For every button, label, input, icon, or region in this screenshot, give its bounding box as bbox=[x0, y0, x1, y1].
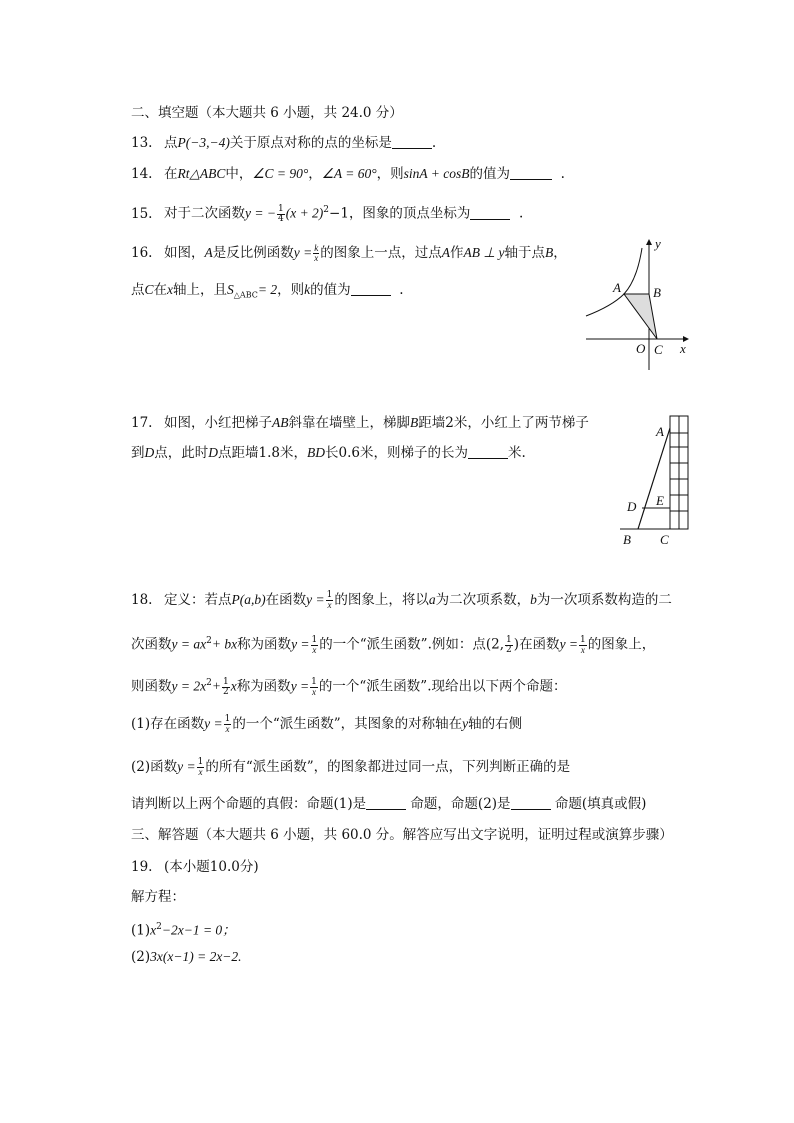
q16-ab: AB ⊥ y bbox=[463, 245, 505, 260]
q17-l1c: 距墙2米，小红上了两节梯子 bbox=[418, 415, 589, 431]
q16-s: S bbox=[227, 282, 234, 297]
q18-p: P(a,b) bbox=[231, 592, 266, 607]
q18-l3g: + bbox=[211, 678, 221, 694]
q18-l1c: 的图象上，将以 bbox=[334, 592, 429, 608]
q16-a2: A bbox=[441, 245, 450, 260]
q18-l6b: 命题，命题(2)是 bbox=[410, 796, 511, 812]
q17-l1b: 斜靠在墙壁上，梯脚 bbox=[288, 415, 410, 431]
question-13 bbox=[131, 134, 436, 152]
q18-frac-half2: $\frac{1}{2}$ bbox=[222, 676, 229, 697]
q18-l4c: 轴的右侧 bbox=[468, 716, 523, 732]
q14-angle-c: ∠C = 90° bbox=[252, 166, 309, 181]
question-19-header bbox=[131, 858, 259, 876]
q14-num: 14. bbox=[131, 166, 153, 182]
q19-e2a: (2) bbox=[131, 949, 151, 965]
q16-x: x bbox=[167, 282, 174, 297]
q19-intro: 解方程： bbox=[131, 889, 185, 905]
q18-l2f: y = ax bbox=[171, 636, 207, 652]
question-18-line6 bbox=[131, 795, 646, 813]
q17-l2a: 到 bbox=[131, 445, 145, 461]
y-axis-arrow bbox=[646, 239, 652, 245]
q18-l3h: x bbox=[230, 678, 237, 694]
q18-a: a bbox=[428, 592, 436, 607]
triangle-abc bbox=[624, 294, 657, 339]
q17-answer-blank[interactable] bbox=[468, 445, 508, 459]
q15-p1: 对于二次函数 bbox=[164, 205, 245, 222]
q17-figure bbox=[618, 410, 698, 550]
q13-answer-blank[interactable] bbox=[392, 135, 432, 149]
label-c: C bbox=[654, 342, 663, 357]
q14-expr: sinA + cosB bbox=[403, 166, 470, 181]
q18-l3b: 称为函数 bbox=[236, 678, 291, 695]
q18-l3f: y = 2x bbox=[171, 678, 207, 694]
q18-l1e: 为一次项系数构造的二 bbox=[536, 592, 672, 608]
q18-frac1: $\frac{1}{x}$ bbox=[326, 590, 333, 610]
q14-p1: 在 bbox=[164, 166, 178, 182]
q18-sup1: 2 bbox=[206, 636, 212, 646]
q15-lhs: y = − bbox=[245, 205, 276, 221]
q18-l1d: 为二次项系数， bbox=[435, 592, 531, 608]
q16-sub: △ABC bbox=[233, 290, 258, 300]
q16-p4: 作 bbox=[449, 245, 464, 261]
question-14 bbox=[131, 165, 565, 183]
q14-answer-blank[interactable] bbox=[510, 166, 552, 180]
q17-num: 17. bbox=[131, 415, 153, 431]
q19-e1d: −2x−1 = 0； bbox=[161, 922, 236, 938]
q17-l2b: 点，此时 bbox=[154, 445, 209, 461]
q16-fraction: $\frac{k}{x}$ bbox=[314, 243, 319, 263]
q19-num: 19. bbox=[131, 859, 153, 875]
q15-exp: 2 bbox=[323, 205, 330, 215]
q16-l2e: 的值为 bbox=[310, 282, 351, 298]
q14-p2: 中， bbox=[225, 166, 253, 182]
q18-frac5: $\frac{1}{x}$ bbox=[224, 714, 231, 734]
q16-l2a: 点 bbox=[131, 282, 145, 298]
q16-answer-blank[interactable] bbox=[351, 282, 391, 296]
q14-p3: ，则 bbox=[376, 166, 404, 182]
q17-ab: AB bbox=[272, 415, 289, 430]
q18-l2pt: (2, bbox=[485, 636, 505, 653]
q15-tail: −1 bbox=[329, 205, 349, 222]
q18-l2pt2: ) bbox=[513, 636, 520, 653]
q18-l5a: (2)函数 bbox=[131, 759, 178, 775]
q18-l2c: 的一个“派生函数”.例如：点 bbox=[319, 636, 486, 653]
q15-fraction: $\frac{1}{4}$ bbox=[277, 203, 284, 224]
label-c: C bbox=[660, 532, 669, 547]
label-d: D bbox=[627, 499, 637, 514]
q19-e1a: (1) bbox=[131, 922, 151, 939]
q13-pre: 点 bbox=[164, 135, 178, 151]
q18-y4: y = bbox=[290, 678, 310, 694]
q16-k: k bbox=[304, 282, 311, 297]
q16-p6: ， bbox=[553, 245, 567, 261]
q18-y5: y = bbox=[204, 716, 223, 731]
q18-l4y: y bbox=[462, 716, 469, 731]
q16-figure bbox=[582, 236, 692, 376]
q18-l2b: 称为函数 bbox=[237, 636, 292, 653]
question-17-line2 bbox=[131, 444, 526, 462]
label-a: A bbox=[656, 424, 664, 439]
question-15 bbox=[131, 201, 523, 224]
q18-b: b bbox=[530, 592, 537, 607]
q14-end: . bbox=[560, 166, 565, 182]
q15-answer-blank[interactable] bbox=[470, 206, 510, 220]
q18-l3c: 的一个“派生函数”.现给出以下两个命题： bbox=[318, 678, 567, 695]
q18-l5b: 的所有“派生函数”，的图象都进过同一点，下列判断正确的是 bbox=[205, 759, 571, 775]
label-y: y bbox=[655, 236, 661, 251]
question-16-line1 bbox=[131, 244, 567, 263]
q15-num: 15. bbox=[131, 205, 153, 222]
q13-point: P(−3,−4) bbox=[177, 135, 230, 150]
q15-end: . bbox=[519, 205, 524, 222]
label-o: O bbox=[636, 341, 646, 356]
q18-l1b: 在函数 bbox=[265, 592, 307, 608]
q16-l2c: 轴上，且 bbox=[173, 282, 228, 298]
q18-l1a: 定义：若点 bbox=[164, 592, 232, 608]
question-17-line1 bbox=[131, 414, 589, 432]
q17-bd: BD bbox=[306, 445, 325, 460]
q18-l2d: 在函数 bbox=[519, 636, 560, 653]
question-16-line2 bbox=[131, 281, 403, 305]
q19-e1c: 2 bbox=[156, 922, 162, 932]
q16-eq: = 2 bbox=[257, 282, 278, 297]
label-b: B bbox=[653, 285, 661, 300]
q14-p4: 的值为 bbox=[469, 166, 510, 182]
q16-p1: 如图， bbox=[164, 245, 205, 261]
question-18-line2 bbox=[131, 632, 655, 655]
q13-post: 关于原点对称的点的坐标是 bbox=[229, 135, 392, 151]
q19-e1b: x bbox=[150, 922, 157, 938]
label-a: A bbox=[613, 280, 621, 295]
section2-header: 二、填空题（本大题共 6 小题，共 24.0 分） bbox=[131, 105, 403, 121]
q16-p5: 轴于点 bbox=[504, 245, 545, 261]
q18-blank1[interactable] bbox=[366, 796, 406, 810]
label-b: B bbox=[623, 532, 631, 547]
q19-equation-2 bbox=[131, 948, 242, 966]
q18-y3: y = bbox=[559, 636, 579, 652]
q14-angle-a: ∠A = 60° bbox=[321, 166, 377, 181]
q18-y2: y = bbox=[291, 636, 310, 652]
q16-b: B bbox=[544, 245, 554, 260]
q15-rhs: (x + 2) bbox=[285, 205, 324, 221]
q18-frac4: $\frac{1}{x}$ bbox=[311, 676, 317, 697]
q18-num: 18. bbox=[131, 592, 153, 608]
q18-l2e: 的图象上， bbox=[587, 636, 656, 653]
q18-l6c: 命题(填真或假) bbox=[554, 796, 647, 812]
q17-b: B bbox=[410, 415, 419, 430]
q18-l2a: 次函数 bbox=[131, 636, 172, 653]
label-e: E bbox=[656, 493, 664, 508]
q18-frac3: $\frac{1}{x}$ bbox=[580, 634, 586, 655]
q18-l4a: (1)存在函数 bbox=[131, 716, 205, 732]
q18-sup2: 2 bbox=[206, 678, 212, 688]
q19-e2b: 3x(x−1) = 2x−2. bbox=[150, 949, 242, 964]
ladder-ab bbox=[638, 428, 670, 529]
q16-l2d: ，则 bbox=[277, 282, 305, 298]
q16-p3: 的图象上一点，过点 bbox=[320, 245, 442, 261]
question-18-line1 bbox=[131, 591, 672, 610]
question-18-line4 bbox=[131, 715, 522, 734]
q16-end: . bbox=[399, 282, 404, 298]
q19-equation-1 bbox=[131, 918, 236, 940]
q13-num: 13. bbox=[131, 135, 153, 151]
q18-l4b: 的一个“派生函数”，其图象的对称轴在 bbox=[232, 716, 463, 732]
question-18-line5 bbox=[131, 758, 570, 777]
q15-p2: ，图象的顶点坐标为 bbox=[348, 205, 471, 222]
q18-frac-half: $\frac{1}{2}$ bbox=[506, 634, 512, 655]
q17-d: D bbox=[144, 445, 155, 460]
section3-header: 三、解答题（本大题共 6 小题，共 60.0 分。解答应写出文字说明，证明过程或演算步骤） bbox=[131, 827, 673, 843]
q18-y: y = bbox=[306, 592, 325, 607]
question-18-line3 bbox=[131, 674, 567, 697]
q18-l3a: 则函数 bbox=[131, 678, 172, 695]
q16-num: 16. bbox=[131, 245, 153, 261]
q17-l2d: 长0.6米，则梯子的长为 bbox=[324, 445, 468, 461]
q18-l6a: 请判断以上两个命题的真假：命题(1)是 bbox=[131, 796, 367, 812]
q16-c: C bbox=[144, 282, 154, 297]
q16-a: A bbox=[204, 245, 213, 260]
q17-l2e: 米. bbox=[507, 445, 526, 461]
q19-score: (本小题10.0分) bbox=[164, 859, 259, 875]
q17-d2: D bbox=[208, 445, 218, 460]
q18-blank2[interactable] bbox=[511, 796, 551, 810]
q16-p2: 是反比例函数 bbox=[212, 245, 294, 261]
q18-frac6: $\frac{1}{x}$ bbox=[197, 757, 204, 777]
q13-end: . bbox=[431, 135, 437, 151]
q17-l1: 如图，小红把梯子 bbox=[164, 415, 272, 431]
label-x: x bbox=[680, 341, 686, 356]
q17-l2c: 点距墙1.8米， bbox=[218, 445, 307, 461]
q18-y6: y = bbox=[177, 759, 196, 774]
q16-y: y = bbox=[293, 245, 313, 260]
q16-l2b: 在 bbox=[153, 282, 168, 298]
q18-l2g: + bx bbox=[211, 636, 238, 652]
q14-triangle: Rt△ABC bbox=[177, 166, 226, 181]
q18-frac2: $\frac{1}{x}$ bbox=[311, 634, 318, 655]
q14-sep: ， bbox=[308, 166, 322, 182]
